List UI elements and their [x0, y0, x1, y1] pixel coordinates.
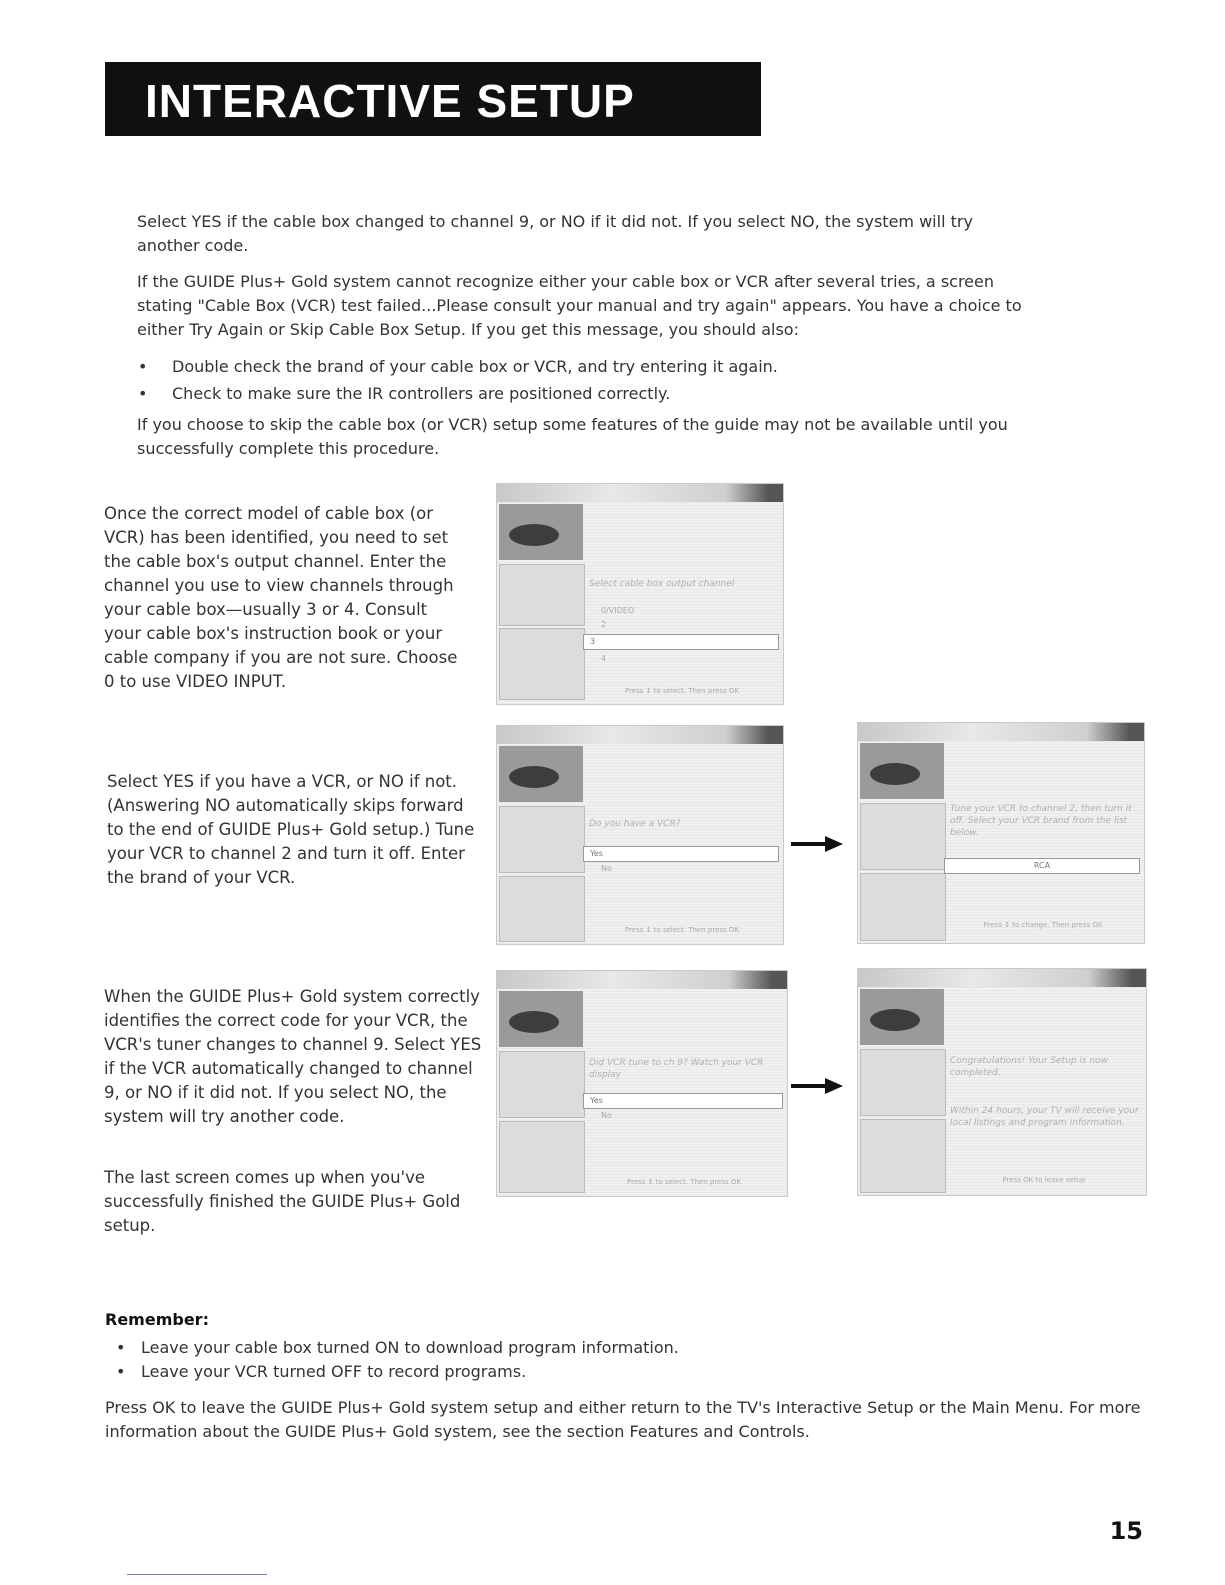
vcr-question-text: Select YES if you have a VCR, or NO if not. (Answering NO automatically skips forward to the end of GUIDE Plus+ Gold setup.) Tune your VCR to channel 2 and turn it off. Enter the brand of your VCR.	[107, 772, 475, 887]
guide-logo	[499, 746, 583, 802]
screen-prompt: Tune your VCR to channel 2, then turn it off. Select your VCR brand from the list below.	[950, 804, 1132, 838]
guide-logo	[499, 504, 583, 560]
screen-option: 0/VIDEO	[601, 606, 635, 615]
vcr-code-text: When the GUIDE Plus+ Gold system correctly identifies the correct code for your VCR, the VCR's tuner changes to channel 9. Select YES if the VCR automatically changed to channel 9, or NO if it did not. If you select NO, the system will try another code.	[104, 987, 482, 1126]
screen-selected-option: Yes	[583, 1093, 783, 1109]
bullet-dot: •	[138, 384, 148, 403]
screen-title-bar	[497, 484, 783, 502]
screen-option: 4	[601, 654, 607, 663]
screen-prompt: Did VCR tune to ch 9? Watch your VCR display	[589, 1058, 764, 1080]
screen-selected-option: Yes	[583, 846, 779, 862]
remember-heading: Remember:	[105, 1310, 209, 1329]
screen-vcr-tuned	[496, 970, 788, 1197]
screen-side-panel	[499, 628, 585, 700]
screen-title-bar	[497, 726, 783, 744]
screen-side-panel	[499, 564, 585, 626]
bullet-text: Check to make sure the IR controllers are positioned correctly.	[172, 384, 671, 403]
intro-bullet-1	[138, 355, 992, 379]
screen-footer: Press ↕ to select. Then press OK	[624, 687, 739, 695]
screen-output-channel	[496, 483, 784, 705]
screen-side-panel	[860, 1119, 946, 1193]
bullet-text: Leave your cable box turned ON to download program information.	[141, 1338, 679, 1357]
screen-side-panel	[499, 806, 585, 873]
screen-have-vcr	[496, 725, 784, 945]
screen-prompt: Congratulations! Your Setup is now completed.	[950, 1056, 1109, 1078]
intro-paragraph-1: Select YES if the cable box changed to channel 9, or NO if it did not. If you select NO, the system will try another code.	[137, 212, 973, 255]
bullet-dot: •	[138, 357, 148, 376]
screen-footer: Press ↕ to select. Then press OK	[626, 1178, 741, 1186]
screen-side-panel	[860, 873, 946, 941]
right-arrow-icon	[791, 1078, 843, 1094]
screen-side-panel	[860, 1049, 946, 1116]
intro-paragraph-2: If the GUIDE Plus+ Gold system cannot recognize either your cable box or VCR after several tries, a screen stating "Cable Box (VCR) test failed...Please consult your manual and try again" appears. You have a choice to either Try Again or Skip Cable Box Setup. If you get this message, you should also:	[137, 272, 1022, 339]
intro-paragraph-3: If you choose to skip the cable box (or VCR) setup some features of the guide may not be available until you successfully complete this procedure.	[137, 415, 1008, 458]
footer-rule	[127, 1574, 267, 1575]
right-arrow-icon	[791, 836, 843, 852]
page-title: INTERACTIVE SETUP	[145, 75, 635, 127]
screen-side-panel	[499, 1121, 585, 1193]
output-channel-text: Once the correct model of cable box (or VCR) has been identified, you need to set the cable box's output channel. Enter the channel you use to view channels through your cable box—usually 3 or 4. Consult your cable box's instruction book or your cable company if you are not sure. Choose 0 to use VIDEO INPUT.	[104, 504, 458, 691]
bullet-dot: •	[116, 1338, 126, 1357]
screen-option: No	[601, 864, 612, 873]
screen-title-bar	[497, 971, 787, 989]
screen-message: Within 24 hours, your TV will receive your local listings and program information.	[950, 1106, 1139, 1128]
screen-title-bar	[858, 969, 1146, 987]
screen-title-bar	[858, 723, 1144, 741]
header-bar	[105, 62, 761, 136]
screen-prompt: Do you have a VCR?	[589, 819, 681, 829]
screen-footer: Press ↕ to change. Then press OK	[983, 921, 1103, 929]
closing-paragraph: Press OK to leave the GUIDE Plus+ Gold system setup and either return to the TV's Interactive Setup or the Main Menu. For more information about the GUIDE Plus+ Gold system, see the section Features and Controls.	[105, 1398, 1141, 1441]
last-screen-text: The last screen comes up when you've successfully finished the GUIDE Plus+ Gold setup.	[104, 1168, 461, 1235]
intro-bullet-2	[138, 382, 992, 406]
screen-selected-option: RCA	[944, 858, 1140, 874]
screen-side-panel	[499, 1051, 585, 1118]
screen-option: 2	[601, 620, 607, 629]
screen-option: No	[601, 1111, 612, 1120]
guide-logo	[499, 991, 583, 1047]
screen-selected-option: 3	[583, 634, 779, 650]
remember-bullet-2	[116, 1360, 1041, 1384]
screen-setup-complete	[857, 968, 1147, 1196]
screen-side-panel	[860, 803, 946, 870]
page-number: 15	[1109, 1517, 1143, 1545]
screen-prompt: Select cable box output channel	[589, 579, 735, 589]
screen-side-panel	[499, 876, 585, 942]
bullet-dot: •	[116, 1362, 126, 1381]
guide-logo	[860, 989, 944, 1045]
bullet-text: Leave your VCR turned OFF to record programs.	[141, 1362, 527, 1381]
remember-bullet-1	[116, 1336, 1041, 1360]
screen-footer: Press OK to leave setup	[1002, 1176, 1086, 1184]
bullet-text: Double check the brand of your cable box or VCR, and try entering it again.	[172, 357, 778, 376]
screen-vcr-brand	[857, 722, 1145, 944]
screen-footer: Press ↕ to select. Then press OK	[624, 926, 739, 934]
guide-logo	[860, 743, 944, 799]
